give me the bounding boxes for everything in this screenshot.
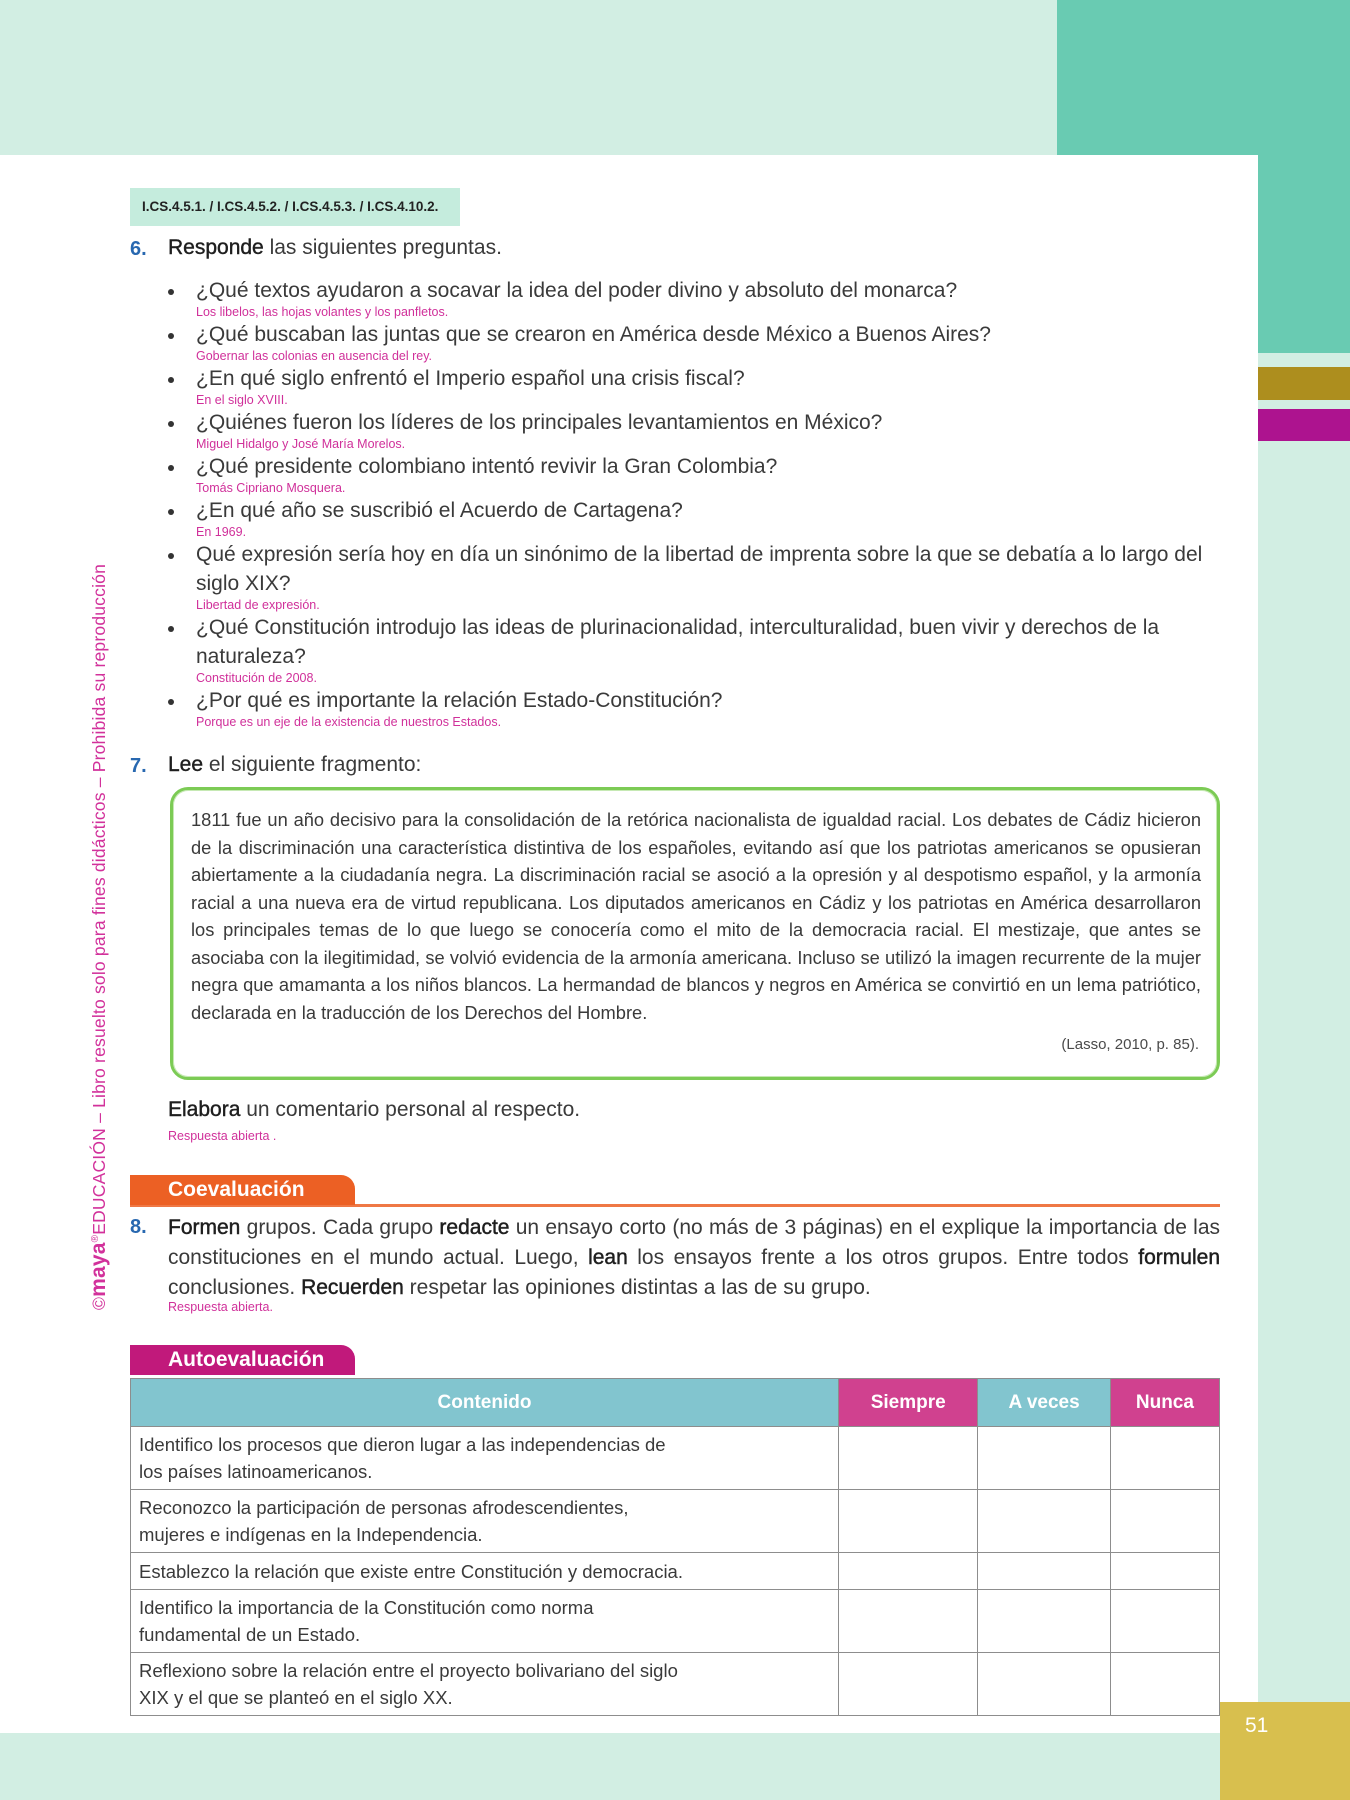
- page-number-box: [1220, 1702, 1350, 1800]
- copyright-symbol: ©: [89, 1296, 109, 1310]
- nunca-cell[interactable]: [1110, 1653, 1219, 1716]
- content-cell: Identifico la importancia de la Constitución como norma fundamental de un Estado.: [131, 1590, 839, 1653]
- table-row: [131, 1490, 1220, 1553]
- section-divider: [130, 1204, 1220, 1207]
- siempre-cell[interactable]: [839, 1553, 978, 1590]
- question-8-answer: Respuesta abierta.: [168, 1300, 273, 1314]
- table-row: [131, 1427, 1220, 1490]
- a-veces-cell[interactable]: [978, 1590, 1110, 1653]
- section-title-coevaluacion: Coevaluación: [130, 1175, 355, 1205]
- decor-magenta-bar: [1258, 409, 1350, 441]
- credit-text: EDUCACIÓN – Libro resuelto solo para fines didácticos – Prohibida su reproducción: [89, 563, 109, 1235]
- bullet-icon: [168, 509, 174, 515]
- table-row: [131, 1653, 1220, 1716]
- text: respetar las opiniones distintas a las de su grupo.: [403, 1276, 871, 1299]
- answer-text: En 1969.: [196, 525, 247, 539]
- decor-teal-side: [1258, 155, 1350, 353]
- question-7-task-verb: Elabora: [168, 1098, 241, 1121]
- question-7-number: 7.: [130, 755, 147, 777]
- question-6-number: 6.: [130, 238, 147, 260]
- table-row: [131, 1553, 1220, 1590]
- list-item: [168, 408, 1228, 451]
- section-title-autoevaluacion: Autoevaluación: [130, 1345, 355, 1375]
- question-6-prompt: [168, 236, 502, 260]
- list-item: [168, 686, 1228, 729]
- a-veces-cell[interactable]: [978, 1427, 1110, 1490]
- verb: formulen: [1138, 1246, 1220, 1269]
- verb: lean: [588, 1246, 628, 1269]
- content-cell: Reflexiono sobre la relación entre el proyecto bolivariano del siglo XIX y el que se planteó en el siglo XX.: [131, 1653, 839, 1716]
- header-a-veces: A veces: [978, 1379, 1110, 1427]
- bullet-icon: [168, 465, 174, 471]
- list-item: [168, 452, 1228, 495]
- answer-text: Porque es un eje de la existencia de nuestros Estados.: [196, 715, 502, 729]
- question-text: ¿En qué año se suscribió el Acuerdo de Cartagena?: [196, 499, 683, 522]
- indicator-badge: I.CS.4.5.1. / I.CS.4.5.2. / I.CS.4.5.3. / I.CS.4.10.2.: [130, 188, 460, 226]
- fragment-box: [170, 787, 1220, 1080]
- answer-text: En el siglo XVIII.: [196, 393, 288, 407]
- bullet-icon: [168, 333, 174, 339]
- side-credit: [87, 564, 111, 1310]
- siempre-cell[interactable]: [839, 1490, 978, 1553]
- a-veces-cell[interactable]: [978, 1490, 1110, 1553]
- answer-text: Los libelos, las hojas volantes y los panfletos.: [196, 305, 449, 319]
- question-text: Qué expresión sería hoy en día un sinónimo de la libertad de imprenta sobre la que se debatía a lo largo del siglo XIX?: [196, 543, 1203, 595]
- answer-text: Tomás Cipriano Mosquera.: [196, 481, 346, 495]
- question-6-rest: las siguientes preguntas.: [263, 236, 502, 259]
- question-text: ¿Quiénes fueron los líderes de los principales levantamientos en México?: [196, 411, 883, 434]
- nunca-cell[interactable]: [1110, 1490, 1219, 1553]
- fragment-text: 1811 fue un año decisivo para la consolidación de la retórica nacionalista de igualdad racial. Los debates de Cádiz hicieron de la discriminación una característica distintiva de los españoles, evitando así que los patriotas americanos se opusieran abiertamente a la ciudadanía negra. La discriminación racial se asoció a la opresión y al despotismo español, y la armonía racial a una nueva era de virtud republicana. Los diputados americanos en Cádiz y los patriotas en América desarrollaron los principales temas de lo que luego se conocería como el mito de la democracia racial. El mestizaje, que antes se asociaba con la ilegitimidad, se volvió evidencia de la armonía americana. Incluso se utilizó la imagen recurrente de la mujer negra que amamanta a los niños blancos. La hermandad de blancos y negros en América se convirtió en un lema patriótico, declarada en la traducción de los Derechos del Hombre.: [191, 809, 1201, 1023]
- answer-text: Miguel Hidalgo y José María Morelos.: [196, 437, 406, 451]
- siempre-cell[interactable]: [839, 1427, 978, 1490]
- siempre-cell[interactable]: [839, 1590, 978, 1653]
- question-text: ¿Qué Constitución introdujo las ideas de plurinacionalidad, interculturalidad, buen vivir y derechos de la naturaleza?: [196, 616, 1160, 668]
- nunca-cell[interactable]: [1110, 1590, 1219, 1653]
- list-item: [168, 320, 1228, 363]
- verb: Formen: [168, 1216, 241, 1239]
- content-cell: Establezco la relación que existe entre Constitución y democracia.: [131, 1553, 839, 1590]
- question-7-verb: Lee: [168, 753, 204, 776]
- question-text: ¿En qué siglo enfrentó el Imperio español una crisis fiscal?: [196, 367, 745, 390]
- question-text: ¿Qué presidente colombiano intentó revivir la Gran Colombia?: [196, 455, 778, 478]
- page-number: 51: [1245, 1714, 1269, 1737]
- question-7-answer: Respuesta abierta .: [168, 1129, 277, 1143]
- bullet-icon: [168, 421, 174, 427]
- header-contenido: Contenido: [131, 1379, 839, 1427]
- siempre-cell[interactable]: [839, 1653, 978, 1716]
- nunca-cell[interactable]: [1110, 1427, 1219, 1490]
- content-cell: Reconozco la participación de personas afrodescendientes, mujeres e indígenas en la Independencia.: [131, 1490, 839, 1553]
- list-item: [168, 540, 1228, 612]
- self-evaluation-table: [130, 1378, 1220, 1716]
- text: un ensayo corto (no más de 3 páginas) en el explique la importancia de las constituciones en el mundo actual. Luego,: [168, 1216, 1221, 1269]
- list-item: [168, 276, 1228, 319]
- bullet-icon: [168, 553, 174, 559]
- question-7-rest: el siguiente fragmento:: [203, 753, 422, 776]
- question-7-task: [168, 1098, 580, 1122]
- verb: Recuerden: [301, 1276, 404, 1299]
- header-siempre: Siempre: [839, 1379, 978, 1427]
- brand-logo: maya: [87, 1242, 110, 1297]
- answer-text: Gobernar las colonias en ausencia del rey.: [196, 349, 433, 363]
- answer-text: Libertad de expresión.: [196, 598, 320, 612]
- question-6-verb: Responde: [168, 236, 264, 259]
- bullet-icon: [168, 626, 174, 632]
- question-8-number: 8.: [130, 1216, 147, 1238]
- list-item: [168, 613, 1228, 685]
- table-header-row: [131, 1379, 1220, 1427]
- table-row: [131, 1590, 1220, 1653]
- question-7-task-rest: un comentario personal al respecto.: [240, 1098, 581, 1121]
- bullet-icon: [168, 289, 174, 295]
- a-veces-cell[interactable]: [978, 1553, 1110, 1590]
- question-8-text: [168, 1213, 1220, 1303]
- question-7-prompt: [168, 753, 421, 777]
- registered-symbol: ®: [90, 1234, 102, 1243]
- decor-teal-header: [1057, 0, 1350, 155]
- header-nunca: Nunca: [1110, 1379, 1219, 1427]
- question-text: ¿Por qué es importante la relación Estado-Constitución?: [196, 689, 723, 712]
- verb: redacte: [439, 1216, 510, 1239]
- text: los ensayos frente a los otros grupos. Entre todos: [627, 1246, 1139, 1269]
- list-item: [168, 364, 1228, 407]
- question-text: ¿Qué textos ayudaron a socavar la idea del poder divino y absoluto del monarca?: [196, 279, 958, 302]
- text: conclusiones.: [168, 1276, 302, 1299]
- question-text: ¿Qué buscaban las juntas que se crearon en América desde México a Buenos Aires?: [196, 323, 991, 346]
- fragment-citation: (Lasso, 2010, p. 85).: [1061, 1036, 1199, 1053]
- question-6-list: [168, 276, 1228, 730]
- bullet-icon: [168, 699, 174, 705]
- content-cell: Identifico los procesos que dieron lugar a las independencias de los países latinoamericanos.: [131, 1427, 839, 1490]
- bullet-icon: [168, 377, 174, 383]
- nunca-cell[interactable]: [1110, 1553, 1219, 1590]
- list-item: [168, 496, 1228, 539]
- answer-text: Constitución de 2008.: [196, 671, 317, 685]
- text: grupos. Cada grupo: [240, 1216, 440, 1239]
- decor-gold-bar: [1258, 367, 1350, 400]
- a-veces-cell[interactable]: [978, 1653, 1110, 1716]
